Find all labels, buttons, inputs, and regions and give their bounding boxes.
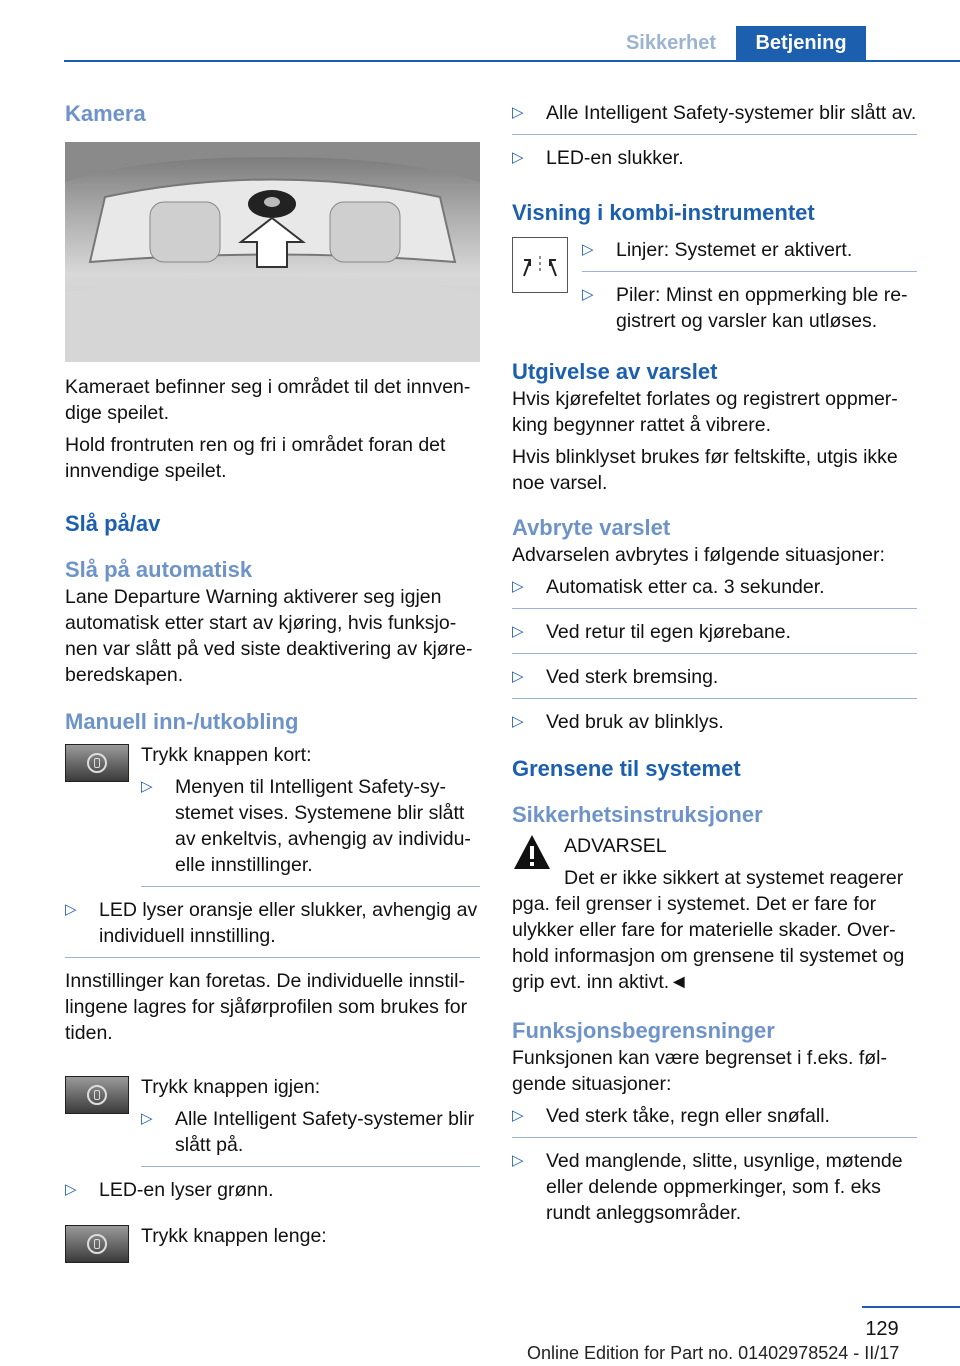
warning-text-first-line: Det er ikke sikkert at systemet reagerer: [564, 867, 904, 889]
list-item: ▷ Menyen til Intelligent Safety-sy-stemet vises. Systemene blir slått av enkeltvis, avhengig av individu-elle innstillinger.: [141, 774, 480, 887]
list-item: ▷ Ved manglende, slitte, usynlige, møtende eller delende oppmerkinger, som f. eks rundt anleggsområder.: [512, 1148, 917, 1226]
right-column: [512, 100, 917, 1232]
safety-button-icon: [87, 1234, 107, 1254]
heading-sikkerhetsinstruksjoner: Sikkerhetsinstruksjoner: [512, 802, 763, 827]
list-item: ▷ Linjer: Systemet er aktivert.: [582, 237, 917, 272]
safety-button-icon: [87, 753, 107, 773]
heading-manuell: Manuell inn-/utkobling: [65, 709, 299, 734]
lenge-label: Trykk knappen lenge:: [141, 1225, 327, 1247]
visning-block: [512, 237, 917, 340]
igjen-label: Trykk knappen igjen:: [141, 1076, 321, 1098]
header-tab-betjening[interactable]: Betjening: [736, 26, 866, 60]
header-tab-sikkerhet[interactable]: Sikkerhet: [625, 32, 717, 54]
innstillinger-paragraph: Innstillinger kan foretas. De individuelle innstil-lingene lagres for sjåførprofilen som brukes for tiden.: [65, 970, 468, 1044]
safety-button-icon: [87, 1085, 107, 1105]
list-item: ▷ LED lyser oransje eller slukker, avhengig av individuell innstilling.: [65, 897, 480, 958]
left-column: [65, 100, 480, 1263]
list-item: ▷ LED-en lyser grønn.: [65, 1177, 480, 1203]
warning-text: pga. feil grenser i systemet. Det er fare for ulykker eller fare for materielle skader. Over-hold informasjon om grensene til systemet og grip evt. inn aktivt.◄: [512, 893, 905, 993]
list-item: ▷ Ved retur til egen kjørebane.: [512, 619, 917, 654]
heading-visning: Visning i kombi-instrumentet: [512, 200, 815, 225]
lenge-block: [65, 1223, 480, 1263]
auto-paragraph: Lane Departure Warning aktiverer seg igjen automatisk etter start av kjøring, hvis funksjo-nen var slått på ved siste deaktivering av kjøre-beredskapen.: [65, 586, 473, 686]
safety-button-image: [65, 1225, 129, 1263]
list-item: ▷ Ved sterk bremsing.: [512, 664, 917, 699]
warning-block: [512, 833, 917, 891]
list-item: ▷ LED-en slukker.: [512, 145, 917, 171]
kort-block: [65, 742, 480, 897]
list-item: ▷ Piler: Minst en oppmerking ble re-gistrert og varsler kan utløses.: [582, 282, 917, 334]
heading-kamera: Kamera: [65, 101, 146, 126]
safety-button-image: [65, 1076, 129, 1114]
heading-avbryte: Avbryte varslet: [512, 515, 671, 540]
list-item: ▷ Alle Intelligent Safety-systemer blir slått av.: [512, 100, 917, 135]
list-item: ▷ Ved bruk av blinklys.: [512, 709, 917, 735]
header-rule: [64, 60, 960, 62]
warning-triangle-icon: [512, 833, 552, 891]
warning-title: ADVARSEL: [564, 835, 667, 857]
edition-line: Online Edition for Part no. 01402978524 - II/17: [527, 1343, 900, 1363]
list-item: ▷ Alle Intelligent Safety-systemer blir slått på.: [141, 1106, 480, 1167]
heading-funksjonsbegrensninger: Funksjonsbegrensninger: [512, 1018, 775, 1043]
page-number: 129: [865, 1318, 899, 1340]
funksjon-paragraph: Funksjonen kan være begrenset i f.eks. føl-gende situasjoner:: [512, 1047, 888, 1095]
utgivelse-paragraph-2: Hvis blinklyset brukes før feltskifte, utgis ikke noe varsel.: [512, 446, 898, 494]
avbryte-paragraph: Advarselen avbrytes i følgende situasjoner:: [512, 544, 885, 566]
footer-rule: [862, 1306, 960, 1308]
heading-sla-pa-av: Slå på/av: [65, 511, 161, 536]
heading-sla-pa-automatisk: Slå på automatisk: [65, 557, 253, 582]
list-item: ▷ Ved sterk tåke, regn eller snøfall.: [512, 1103, 917, 1138]
safety-button-image: [65, 744, 129, 782]
kamera-paragraph-1: Kameraet befinner seg i området til det innven-dige speilet.: [65, 376, 471, 424]
kamera-paragraph-2: Hold frontruten ren og fri i området foran det innvendige speilet.: [65, 434, 446, 482]
lane-lines-icon: [512, 237, 568, 293]
kort-label: Trykk knappen kort:: [141, 744, 312, 766]
rear-window-illustration: [65, 142, 480, 362]
list-item: ▷ Automatisk etter ca. 3 sekunder.: [512, 574, 917, 609]
heading-utgivelse: Utgivelse av varslet: [512, 359, 718, 384]
utgivelse-paragraph-1: Hvis kjørefeltet forlates og registrert oppmer-king begynner rattet å vibrere.: [512, 388, 898, 436]
igjen-block: [65, 1074, 480, 1177]
heading-grensene: Grensene til systemet: [512, 756, 741, 781]
camera-photo: [65, 142, 480, 362]
